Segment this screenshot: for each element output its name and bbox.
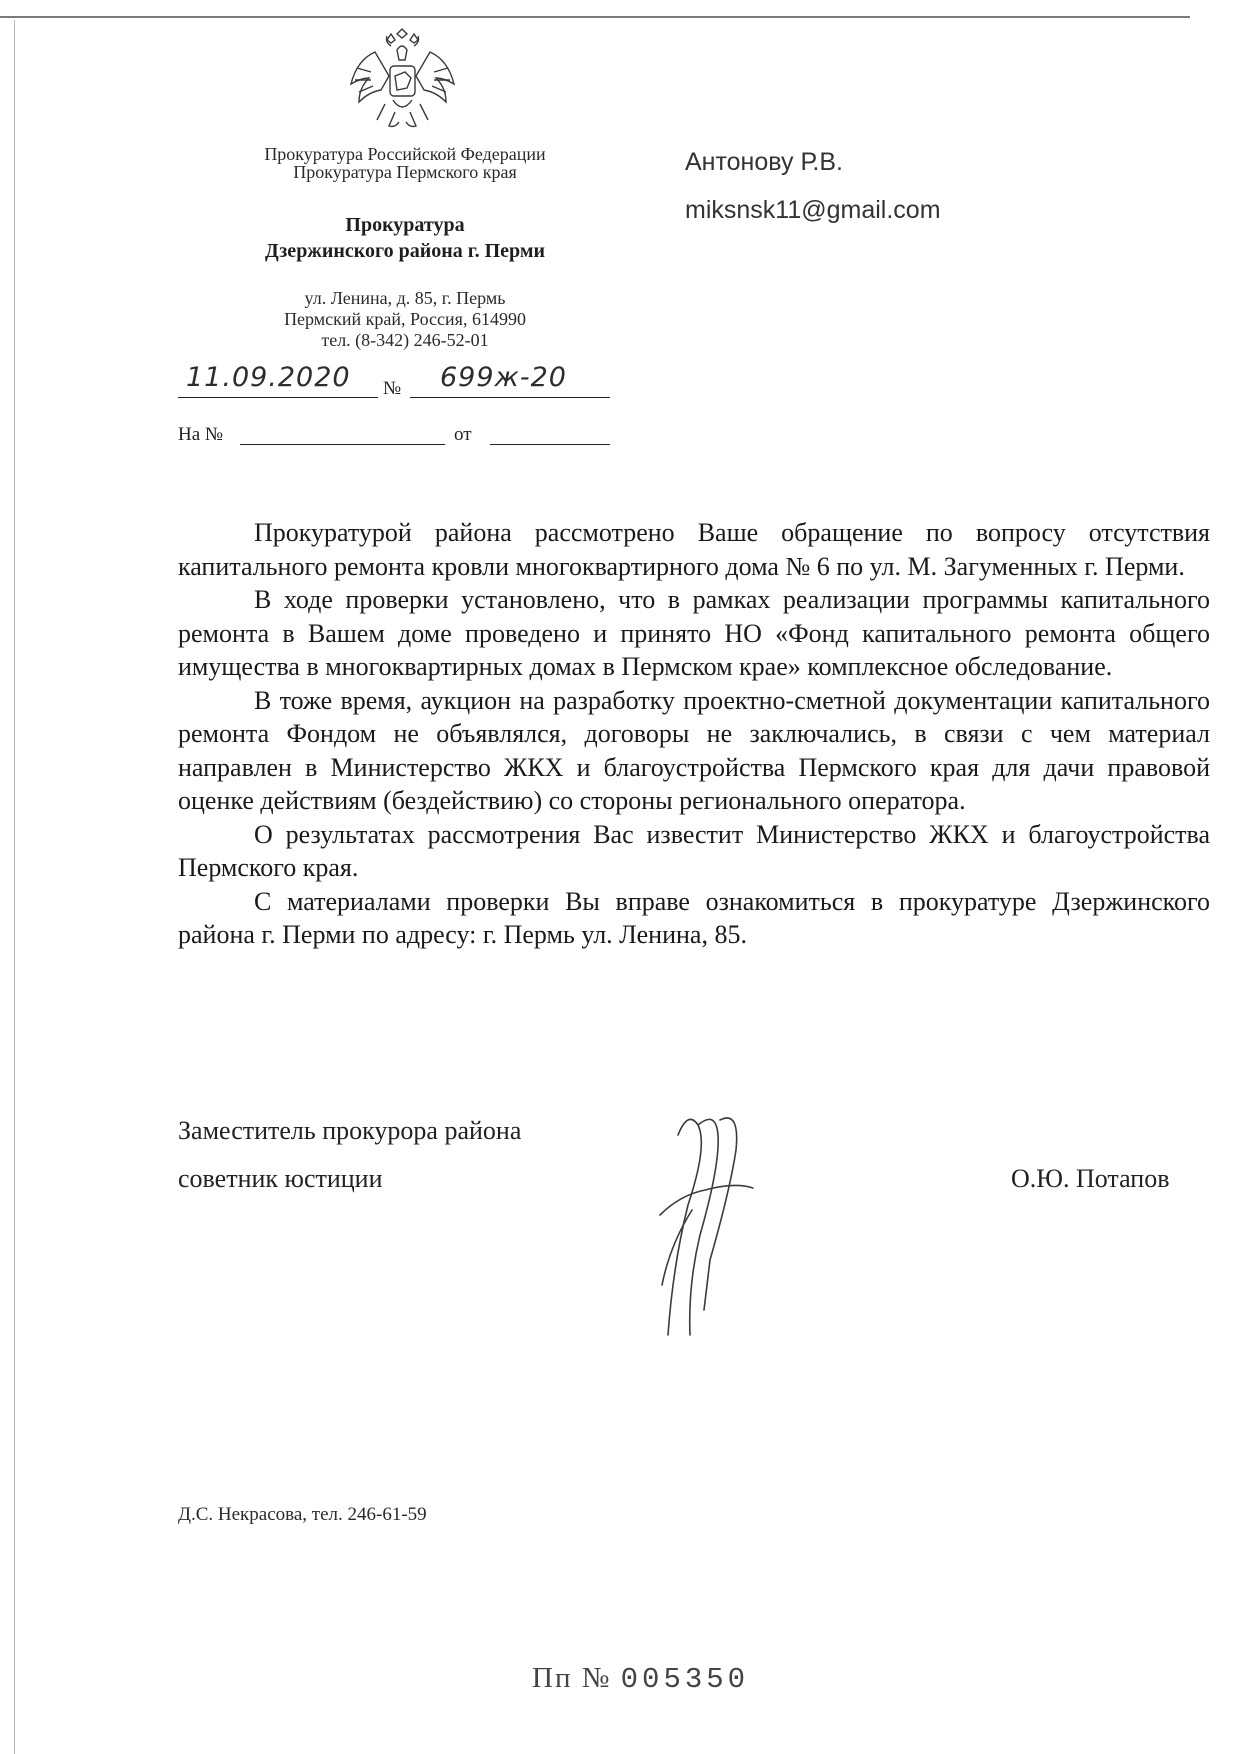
number-label: №: [383, 378, 402, 399]
pp-label: Пп №: [532, 1662, 612, 1694]
reference-number-underline: [240, 444, 445, 445]
letter-body: [178, 516, 1210, 952]
left-scan-edge: [14, 20, 15, 1754]
address-street: ул. Ленина, д. 85, г. Пермь: [304, 288, 506, 308]
recipient-email: miksnsk11@gmail.com: [685, 196, 941, 224]
address-region: Пермский край, Россия, 614990: [284, 309, 526, 329]
signer-position: Заместитель прокурора района: [178, 1116, 522, 1145]
pp-number-stamp: [532, 1662, 749, 1696]
handwritten-date: 11.09.2020: [186, 362, 351, 393]
body-paragraph-1: Прокуратурой района рассмотрено Ваше обращение по вопросу отсутствия капитального ремонта кровли многоквартирного дома № 6 по ул. М. Загуменных г. Перми.: [178, 518, 1210, 581]
body-paragraph-2: В ходе проверки установлено, что в рамках реализации программы капитального ремонта в Вашем доме проведено и принято НО «Фонд капитального ремонта общего имущества в многоквартирных домах в Пермском крае» комплексное обследование.: [178, 585, 1210, 681]
from-label: от: [454, 424, 472, 445]
pp-number: 005350: [620, 1663, 750, 1696]
reference-label: На №: [178, 424, 224, 445]
number-underline: [410, 397, 610, 398]
date-underline: [178, 397, 378, 398]
top-border-line: [0, 16, 1190, 18]
handwritten-signature: [650, 1105, 770, 1340]
org-line-federation: Прокуратура Российской Федерации: [264, 144, 546, 164]
recipient-name: Антонову Р.В.: [685, 148, 843, 176]
body-paragraph-5: С материалами проверки Вы вправе ознакомиться в прокуратуре Дзержинского района г. Перми по адресу: г. Пермь ул. Ленина, 85.: [178, 886, 1210, 949]
coat-of-arms-icon: [345, 28, 460, 133]
body-paragraph-3: В тоже время, аукцион на разработку проектно-сметной документации капитального ремонта Фондом не объявлялся, договоры не заключались, в связи с чем материал направлен в Министерство ЖКХ и благоустройства Пермского края для дачи правовой оценке действиям (бездействию) со стороны регионального оператора.: [178, 685, 1210, 815]
signer-name: О.Ю. Потапов: [1011, 1164, 1170, 1193]
handwritten-number: 699ж-20: [440, 362, 567, 393]
reference-date-underline: [490, 444, 610, 445]
office-title-line1: Прокуратура: [345, 214, 465, 236]
body-paragraph-4: О результатах рассмотрения Вас известит Министерство ЖКХ и благоустройства Пермского края.: [178, 819, 1210, 882]
office-title-line2: Дзержинского района г. Перми: [265, 240, 545, 262]
executor-contact: Д.С. Некрасова, тел. 246-61-59: [178, 1504, 427, 1525]
office-phone: тел. (8-342) 246-52-01: [321, 330, 489, 350]
signer-rank: советник юстиции: [178, 1164, 383, 1193]
org-line-region: Прокуратура Пермского края: [293, 162, 517, 182]
